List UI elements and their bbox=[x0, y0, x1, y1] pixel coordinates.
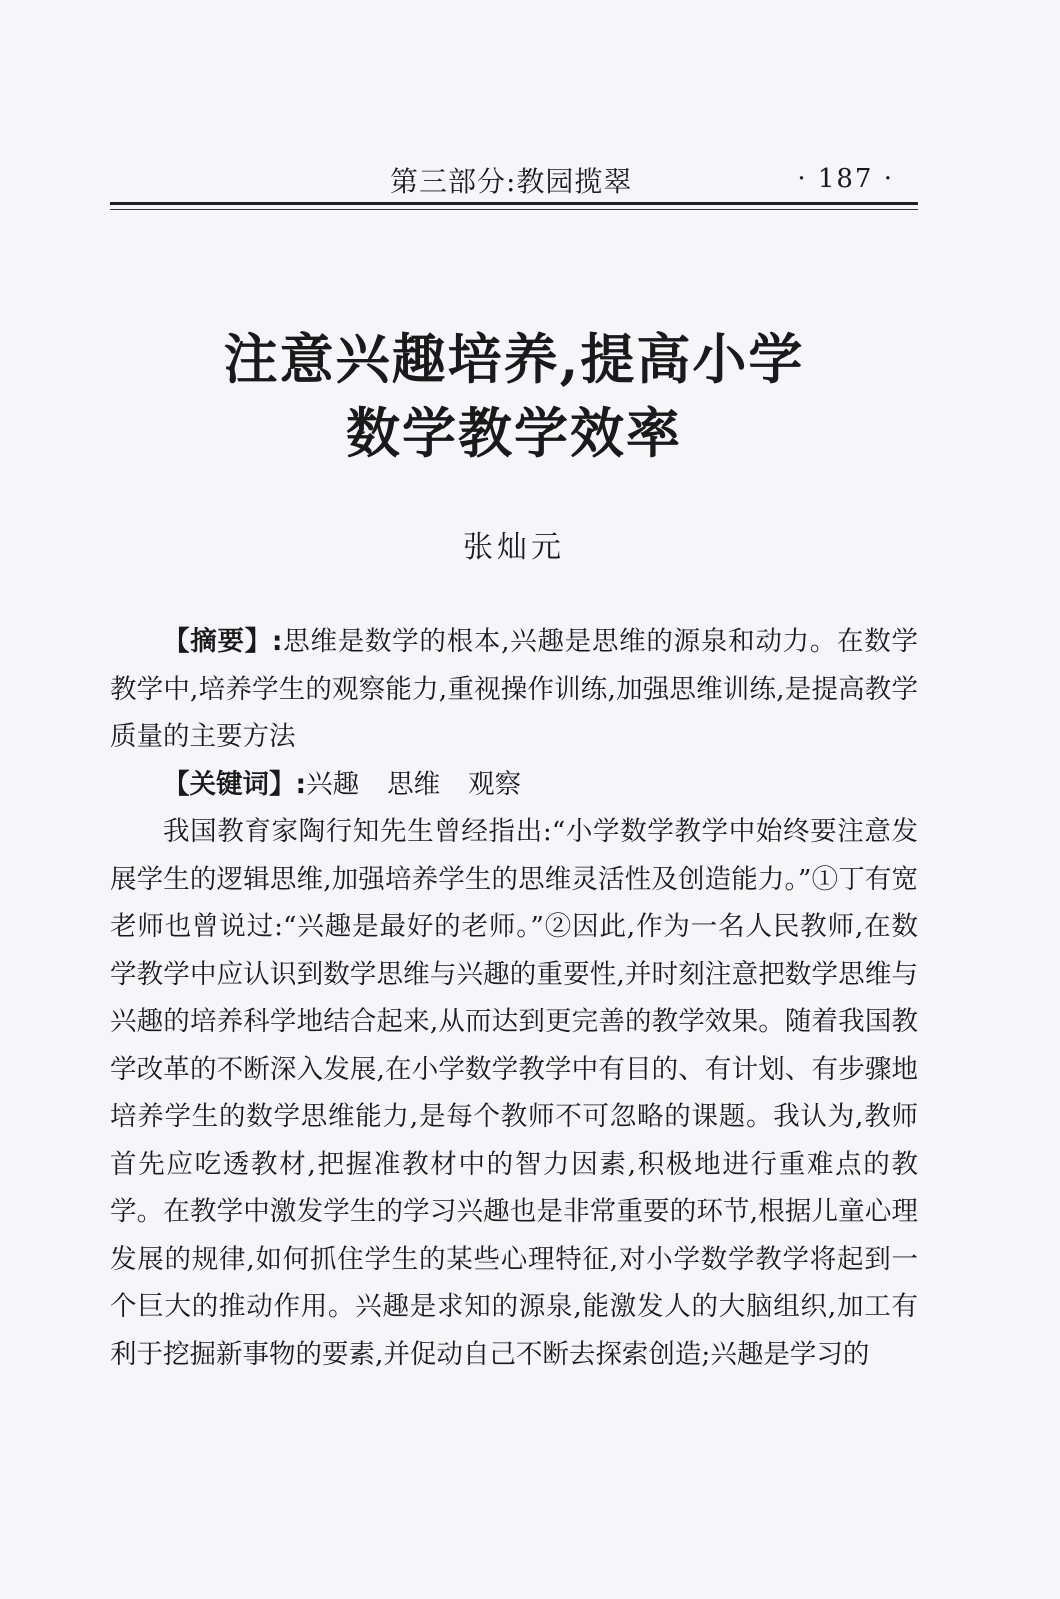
article-title bbox=[110, 322, 918, 470]
abstract-text: 思维是数学的根本,兴趣是思维的源泉和动力。在数学教学中,培养学生的观察能力,重视操作训练,加强思维训练,是提高教学质量的主要方法 bbox=[110, 626, 918, 752]
keywords-paragraph bbox=[110, 761, 918, 809]
author-name: 张灿元 bbox=[463, 530, 565, 565]
abstract-paragraph bbox=[110, 618, 918, 761]
keywords-label: 【关键词】: bbox=[163, 768, 307, 800]
keyword-item: 观察 bbox=[468, 768, 522, 800]
article-body bbox=[110, 618, 918, 1378]
body-paragraph: 我国教育家陶行知先生曾经指出:“小学数学教学中始终要注意发展学生的逻辑思维,加强培养学生的思维灵活性及创造能力。”①丁有宽老师也曾说过:“兴趣是最好的老师。”②因此,作为一名人民教师,在数学教学中应认识到数学思维与兴趣的重要性,并时刻注意把数学思维与兴趣的培养科学地结合起来,从而达到更完善的教学效果。随着我国教学改革的不断深入发展,在小学数学教学中有目的、有计划、有步骤地培养学生的数学思维能力,是每个教师不可忽略的课题。我认为,教师首先应吃透教材,把握准教材中的智力因素,积极地进行重难点的教学。在教学中激发学生的学习兴趣也是非常重要的环节,根据儿童心理发展的规律,如何抓住学生的某些心理特征,对小学数学教学将起到一个巨大的推动作用。兴趣是求知的源泉,能激发人的大脑组织,加工有利于挖掘新事物的要素,并促动自己不断去探索创造;兴趣是学习的 bbox=[110, 816, 918, 1370]
page-number: · 187 · bbox=[797, 164, 894, 194]
keyword-item: 兴趣 bbox=[306, 768, 360, 800]
abstract-label: 【摘要】: bbox=[163, 626, 283, 657]
page-header bbox=[110, 160, 918, 200]
title-line-2: 数学教学效率 bbox=[346, 401, 682, 465]
keyword-item: 思维 bbox=[387, 768, 441, 800]
header-rule-thin bbox=[110, 209, 918, 210]
title-line-1: 注意兴趣培养,提高小学 bbox=[223, 327, 805, 391]
header-rule-thick bbox=[110, 202, 918, 205]
section-title: 第三部分:教园揽翠 bbox=[390, 165, 633, 198]
